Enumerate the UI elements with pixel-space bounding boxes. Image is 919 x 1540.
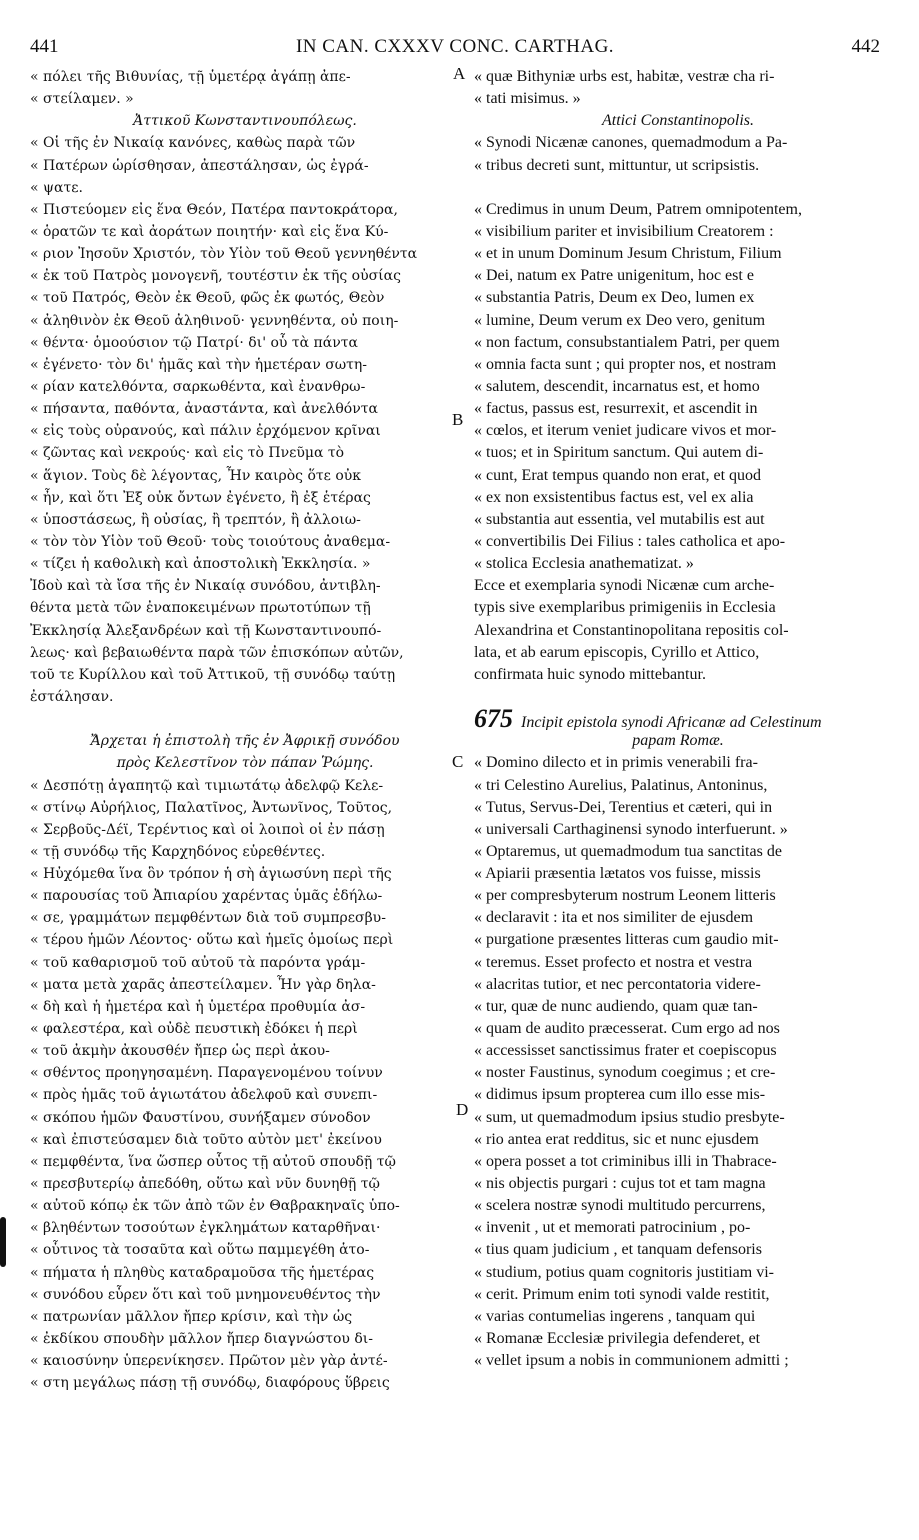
latin-line: « et in unum Dominum Jesum Christum, Filium xyxy=(474,245,782,263)
latin-line: « tri Celestino Aurelius, Palatinus, Antoninus, xyxy=(474,776,768,794)
greek-lines-3 xyxy=(30,775,460,1395)
page-header xyxy=(30,36,880,62)
latin-line: « didimus ipsum propterea cum illo esse mis- xyxy=(474,1086,766,1104)
latin-heading-attici: Attici Constantinopolis. xyxy=(601,112,754,130)
latin-lines-1 xyxy=(474,66,882,110)
greek-line: « ἐκ τοῦ Πατρὸς μονογενῆ, τουτέστιν ἐκ τῆς οὐσίας xyxy=(30,268,401,285)
greek-line: « θέντα· ὁμοούσιον τῷ Πατρί· δι' οὗ τὰ πάντα xyxy=(30,334,358,351)
greek-line: « Σερβοῦς-Δέϊ, Τερέντιος καὶ οἱ λοιποὶ οἱ ἐν πάσῃ xyxy=(30,821,385,838)
greek-epistle-heading-1: Ἄρχεται ἡ ἐπιστολὴ τῆς ἐν Ἀφρικῇ συνόδου xyxy=(90,733,400,750)
greek-line: Ἰδοὺ καὶ τὰ ἴσα τῆς ἐν Νικαίᾳ συνόδου, ἀντιβλη- xyxy=(30,578,381,595)
greek-line: « ἐκδίκου σπουδὴν μᾶλλον ἤπερ διαγνώστου δι- xyxy=(30,1331,374,1348)
latin-line: « cœlos, et iterum veniet judicare vivos et mor- xyxy=(474,422,777,440)
greek-line: « Πιστεύομεν εἰς ἕνα Θεόν, Πατέρα παντοκράτορα, xyxy=(30,201,398,218)
latin-epistle-heading-1 xyxy=(474,708,882,730)
greek-line: « στίνῳ Αὐρήλιος, Παλατῖνος, Ἀντωνῖνος, Τοῦτος, xyxy=(30,799,393,816)
greek-line: « βληθέντων τοσούτων ἐγκλημάτων καταρθῆναι· xyxy=(30,1220,381,1237)
greek-line: « παρουσίας τοῦ Ἀπιαρίου χαρέντας ὑμᾶς ἐδήλω- xyxy=(30,888,383,905)
greek-line: « ψατε. xyxy=(30,179,83,196)
latin-line: « salutem, descendit, incarnatus est, et homo xyxy=(474,377,760,395)
latin-line: « alacritas tutior, et nec percontatoria videre- xyxy=(474,975,761,993)
greek-line: « αὐτοῦ κόπῳ ἐκ τῶν ἀπὸ τῶν ἐν Θαβρακηναῖς ὑπο- xyxy=(30,1198,400,1215)
greek-line: « τῇ συνόδῳ τῆς Καρχηδόνος εὑρεθέντες. xyxy=(30,843,326,860)
greek-line: « καιοσύνην ὑπερενίκησεν. Πρῶτον μὲν γὰρ ἀντέ- xyxy=(30,1353,388,1370)
greek-line: « Ηὐχόμεθα ἵνα ὃν τρόπον ἡ σὴ ἁγιωσύνη περὶ τῆς xyxy=(30,866,392,883)
latin-line: « Credimus in unum Deum, Patrem omnipotentem, xyxy=(474,200,802,218)
greek-line: « πρεσβυτερίῳ ἀπεδόθη, οὕτω καὶ νῦν δυνηθῇ τῷ xyxy=(30,1176,380,1193)
margin-letter-b: B xyxy=(452,410,464,429)
latin-line: « quæ Bithyniæ urbs est, habitæ, vestræ cha ri- xyxy=(474,68,775,85)
latin-line: « tribus decreti sunt, mittuntur, ut scripsistis. xyxy=(474,156,760,174)
greek-line: « οὗτινος τὰ τοσαῦτα καὶ οὕτω παμμεγέθη ἁτο- xyxy=(30,1242,370,1259)
latin-line: confirmata huic synodo mittebantur. xyxy=(474,665,706,683)
greek-line: « ρίαν κατελθόντα, σαρκωθέντα, καὶ ἐνανθρω- xyxy=(30,378,366,395)
latin-lines-3 xyxy=(474,752,882,1372)
greek-epistle-heading-2: πρὸς Κελεστῖνον τὸν πάπαν Ῥώμης. xyxy=(116,755,374,772)
latin-line: « cunt, Erat tempus quando non erat, et quod xyxy=(474,466,762,484)
greek-line: θέντα μετὰ τῶν ἐναποκειμένων πρωτοτύπων τῇ xyxy=(30,600,371,617)
greek-line: « πατρωνίαν μᾶλλον ἤπερ κρίσιν, καὶ τὴν ὡς xyxy=(30,1308,353,1325)
greek-line: ἐστάλησαν. xyxy=(30,688,114,705)
greek-line: « φαλεστέρα, καὶ οὐδὲ πευστικὴ ἐδόκει ἡ περὶ xyxy=(30,1021,358,1038)
greek-line: « Δεσπότῃ ἀγαπητῷ καὶ τιμιωτάτῳ ἀδελφῷ Κελε- xyxy=(30,777,384,794)
latin-line: « omnia facta sunt ; qui propter nos, et nostram xyxy=(474,355,777,373)
greek-line: « τίζει ἡ καθολικὴ καὶ ἀποστολικὴ Ἐκκλησία. » xyxy=(30,556,371,573)
latin-line: Ecce et exemplaria synodi Nicænæ cum arche- xyxy=(474,577,775,595)
latin-line: « tius quam judicium , et tanquam defensoris xyxy=(474,1241,762,1259)
latin-line: « accessisset sanctissimus frater et coepiscopus xyxy=(474,1042,777,1060)
latin-epistle-heading-2: papam Romæ. xyxy=(632,732,724,750)
latin-line: « stolica Ecclesia anathematizat. » xyxy=(474,555,694,573)
latin-line: typis sive exemplaribus primigeniis in Ecclesia xyxy=(474,599,776,617)
latin-line: « tati misimus. » xyxy=(474,90,581,108)
greek-line: λεως· καὶ βεβαιωθέντα παρὰ τῶν ἐπισκόπων αὐτῶν, xyxy=(30,644,404,661)
latin-epistle-heading-text: Incipit epistola synodi Africanæ ad Celestinum xyxy=(521,714,822,731)
latin-line: « noster Faustinus, synodum coegimus ; et cre- xyxy=(474,1064,776,1082)
greek-line: « ριον Ἰησοῦν Χριστόν, τὸν Υἱὸν τοῦ Θεοῦ γεννηθέντα xyxy=(30,246,418,263)
greek-line: « Πατέρων ὡρίσθησαν, ἀπεστάλησαν, ὡς ἐγρά- xyxy=(30,157,369,174)
latin-line: « teremus. Esset profecto et nostra et vestra xyxy=(474,953,753,971)
greek-line: « ἐγένετο· τὸν δι' ἡμᾶς καὶ τὴν ἡμετέραν σωτη- xyxy=(30,356,368,373)
greek-line: « τέρου ἡμῶν Λέοντος· οὕτω καὶ ἡμεῖς ὁμοίως περὶ xyxy=(30,932,394,949)
latin-line: « lumine, Deum verum ex Deo vero, genitum xyxy=(474,311,766,329)
latin-line: « rio antea erat redditus, sic et nunc ejusdem xyxy=(474,1130,759,1148)
greek-line: « τοῦ Πατρός, Θεὸν ἐκ Θεοῦ, φῶς ἐκ φωτός, Θεὸν xyxy=(30,290,385,307)
latin-line: « studium, potius quam cognitoris justitiam vi- xyxy=(474,1263,774,1281)
latin-line: « convertibilis Dei Filius : tales catholica et apo- xyxy=(474,532,786,550)
greek-line: « καὶ ἐπιστεύσαμεν διὰ τοῦτο αὐτὸν μετ' ἐκείνου xyxy=(30,1131,382,1148)
latin-line: « scelera nostræ synodi multitudo percurrens, xyxy=(474,1197,766,1215)
greek-line: « σκόπου ἡμῶν Φαυστίνου, συνήξαμεν σύνοδον xyxy=(30,1109,371,1126)
latin-line: « Synodi Nicænæ canones, quemadmodum a Pa- xyxy=(474,134,788,152)
margin-letter-c: C xyxy=(452,752,464,771)
greek-line: « ματα μετὰ χαρᾶς ἀπεστείλαμεν. Ἦν γὰρ δηλα- xyxy=(30,976,376,993)
page-number-right: 442 xyxy=(851,36,880,57)
latin-line: « universali Carthaginensi synodo interfuerunt. » xyxy=(474,820,788,838)
greek-heading-attici: Ἀττικοῦ Κωνσταντινουπόλεως. xyxy=(133,113,357,130)
greek-line: « ὁρατῶν τε καὶ ἀοράτων ποιητήν· καὶ εἰς ἕνα Κύ- xyxy=(30,223,389,240)
greek-line: « σθέντος προηγησαμένη. Παραγενομένου τοίνυν xyxy=(30,1065,383,1082)
greek-line: « τὸν τὸν Υἱὸν τοῦ Θεοῦ· τοὺς τοιούτους ἀναθεμα- xyxy=(30,533,391,550)
greek-line: « πήσαντα, παθόντα, ἀναστάντα, καὶ ἀνελθόντα xyxy=(30,401,378,418)
greek-line: « ζῶντας καὶ νεκρούς· καὶ εἰς τὸ Πνεῦμα τὸ xyxy=(30,445,345,462)
greek-line: « στη μεγάλως πάσῃ τῇ συνόδῳ, διαφόρους ὕβρεις xyxy=(30,1375,390,1392)
latin-line: « tur, quæ de nunc audiendo, quam quæ tan- xyxy=(474,997,758,1015)
latin-line: « Tutus, Servus-Dei, Terentius et cæteri, qui in xyxy=(474,798,773,816)
greek-line: « ὑποστάσεως, ἢ οὐσίας, ἢ τρεπτόν, ἢ ἀλλοιω- xyxy=(30,511,361,528)
greek-line: « πήματα ἡ πληθὺς καταδραμοῦσα τῆς ἡμετέρας xyxy=(30,1264,375,1281)
latin-lines-2 xyxy=(474,132,882,686)
latin-line: « cerit. Primum enim toti synodi valde restitit, xyxy=(474,1285,770,1303)
latin-line: « Dei, natum ex Patre unigenitum, hoc est e xyxy=(474,267,754,285)
greek-column xyxy=(30,66,460,1394)
latin-line: « Optaremus, ut quemadmodum tua sanctitas de xyxy=(474,842,782,860)
greek-lines-2 xyxy=(30,132,460,708)
greek-line: « ἦν, καὶ ὅτι Ἐξ οὐκ ὄντων ἐγένετο, ἢ ἐξ ἑτέρας xyxy=(30,489,371,506)
latin-column xyxy=(474,66,882,1372)
greek-line: « ἀληθινὸν ἐκ Θεοῦ ἀληθινοῦ· γεννηθέντα, οὐ ποιη- xyxy=(30,312,399,329)
latin-line: « opera posset a tot criminibus illi in Thabrace- xyxy=(474,1152,777,1170)
latin-line: « tuos; et in Spiritum sanctum. Qui autem di- xyxy=(474,444,764,462)
latin-line: « substantia aut essentia, vel mutabilis est aut xyxy=(474,510,765,528)
latin-line: « invenit , ut et memorati patrocinium , po- xyxy=(474,1219,751,1237)
latin-line: « visibilium pariter et invisibilium Creatorem : xyxy=(474,222,774,240)
greek-line: « τοῦ καθαρισμοῦ τοῦ αὐτοῦ τὰ παρόντα γράμ- xyxy=(30,954,366,971)
greek-line: « Οἱ τῆς ἐν Νικαίᾳ κανόνες, καθὼς παρὰ τῶν xyxy=(30,135,356,152)
margin-letter-a: A xyxy=(453,64,466,83)
greek-line: « πρὸς ἡμᾶς τοῦ ἁγιωτάτου ἀδελφοῦ καὶ συνεπι- xyxy=(30,1087,378,1104)
latin-line: « per compresbyterum nostrum Leonem litteris xyxy=(474,887,776,905)
greek-line: « συνόδου εὗρεν ὅτι καὶ τοῦ μνημονευθέντος τὴν xyxy=(30,1286,381,1303)
greek-line: « τοῦ ἀκμὴν ἀκουσθέν ἤπερ ὡς περὶ ἀκου- xyxy=(30,1043,330,1060)
margin-bracket xyxy=(0,1217,6,1267)
latin-line: « factus, passus est, resurrexit, et ascendit in xyxy=(474,400,758,418)
greek-line: « σε, γραμμάτων πεμφθέντων διὰ τοῦ συμπρεσβυ- xyxy=(30,910,386,927)
latin-line: lata, et ab earum episcopis, Cyrillo et Attico, xyxy=(474,643,760,661)
latin-line: « vellet ipsum a nobis in communionem admitti ; xyxy=(474,1352,789,1370)
margin-letter-d: D xyxy=(456,1100,469,1119)
latin-line: « substantia Patris, Deum ex Deo, lumen ex xyxy=(474,289,755,307)
latin-line: « purgatione præsentes litteras cum gaudio mit- xyxy=(474,931,779,949)
latin-line: « Apiarii præsentia lætatos vos fuisse, missis xyxy=(474,865,761,883)
greek-line: Ἐκκλησίᾳ Ἀλεξανδρέων καὶ τῇ Κωνσταντινουπό- xyxy=(30,622,382,639)
latin-line: « declaravit : ita et nos similiter de ejusdem xyxy=(474,909,754,927)
page-number-left: 441 xyxy=(30,36,59,57)
latin-line xyxy=(474,177,882,199)
latin-line: « non factum, consubstantialem Patri, per quem xyxy=(474,333,780,351)
greek-line: τοῦ τε Κυρίλλου καὶ τοῦ Ἀττικοῦ, τῇ συνόδῳ ταύτῃ xyxy=(30,666,396,683)
greek-lines-1 xyxy=(30,66,460,110)
greek-line: « εἰς τοὺς οὐρανούς, καὶ πάλιν ἐρχόμενον κρῖναι xyxy=(30,423,381,440)
latin-line: « Domino dilecto et in primis venerabili fra- xyxy=(474,754,758,772)
greek-line: « δὴ καὶ ἡ ἡμετέρα καὶ ἡ ὑμετέρα προθυμία ἀσ- xyxy=(30,998,366,1015)
greek-line: « πεμφθέντα, ἵνα ὥσπερ οὗτος τῇ αὐτοῦ σπουδῇ τῷ xyxy=(30,1153,396,1170)
greek-line: « στείλαμεν. » xyxy=(30,91,134,108)
latin-line: « nis objectis purgari : cujus tot et tam magna xyxy=(474,1175,766,1193)
greek-line: « πόλει τῆς Βιθυνίας, τῇ ὑμετέρᾳ ἀγάπῃ ἀπε- xyxy=(30,69,351,85)
section-number: 675 xyxy=(474,708,513,731)
latin-line: « Romanæ Ecclesiæ privilegia defenderet, et xyxy=(474,1330,761,1348)
running-title: IN CAN. CXXXV CONC. CARTHAG. xyxy=(295,36,615,57)
greek-line: « ἅγιον. Τοὺς δὲ λέγοντας, Ἦν καιρὸς ὅτε οὐκ xyxy=(30,467,362,484)
latin-line: « ex non exsistentibus factus est, vel ex alia xyxy=(474,488,754,506)
latin-line: « quam de audito præcesserat. Cum ergo ad nos xyxy=(474,1020,780,1038)
latin-line: Alexandrina et Constantinopolitana repositis col- xyxy=(474,621,789,639)
latin-line: « varias contumelias ingerens , tanquam qui xyxy=(474,1307,756,1325)
latin-line: « sum, ut quemadmodum ipsius studio presbyte- xyxy=(474,1108,785,1126)
